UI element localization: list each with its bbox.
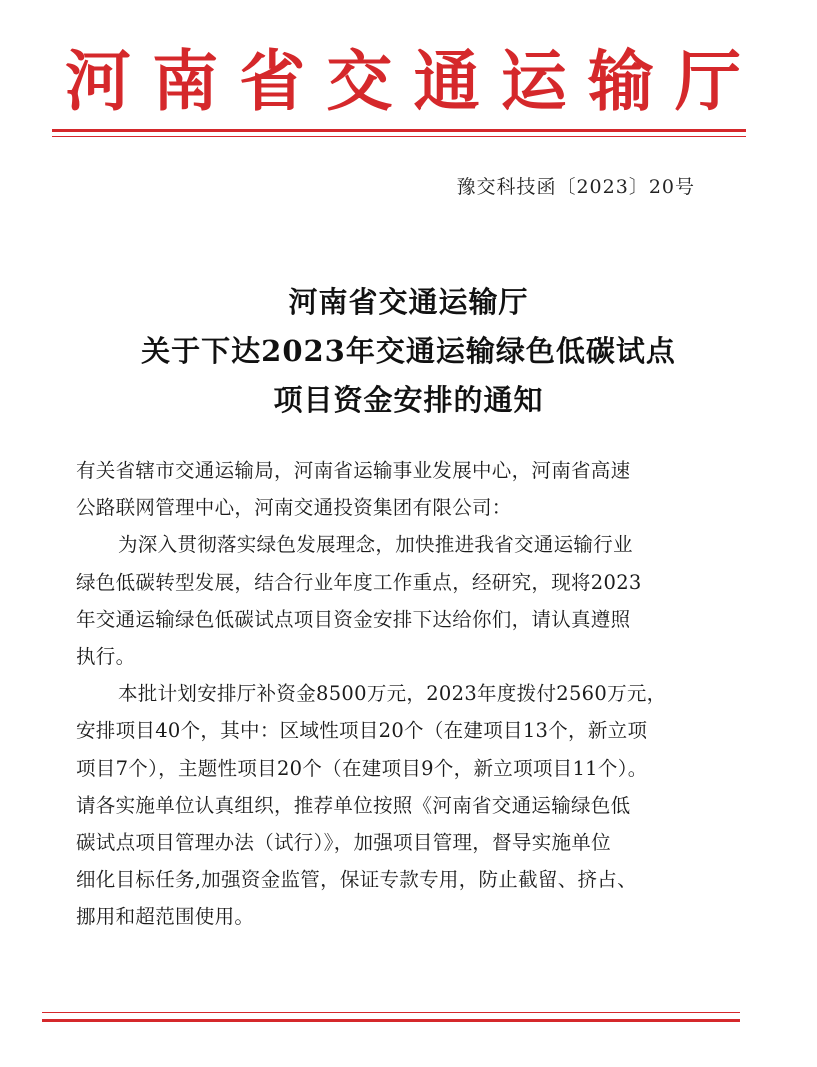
body-line: 为深入贯彻落实绿色发展理念，加快推进我省交通运输行业 <box>118 533 633 557</box>
body-line: 年交通运输绿色低碳试点项目资金安排下达给你们，请认真遵照 <box>76 607 631 631</box>
notice-title <box>60 278 757 425</box>
title-line-1: 河南省交通运输厅 <box>288 285 529 319</box>
masthead-title <box>58 40 748 122</box>
masthead-char: 省 <box>239 42 306 120</box>
addressee-line: 有关省辖市交通运输局，河南省运输事业发展中心，河南省高速 <box>76 459 631 482</box>
body-line: 绿色低碳转型发展，结合行业年度工作重点，经研究，现将2023 <box>76 570 642 594</box>
body-line: 本批计划安排厅补资金8500万元，2023年度拨付2560万元， <box>118 682 667 706</box>
addressee-line: 公路联网管理中心，河南交通投资集团有限公司： <box>76 496 512 520</box>
title-line-2: 关于下达2023年交通运输绿色低碳试点 <box>141 334 676 368</box>
notice-body <box>76 452 748 936</box>
body-line: 项目7个），主题性项目20个（在建项目9个，新立项项目11个）。 <box>76 756 648 780</box>
body-line: 挪用和超范围使用。 <box>76 905 255 929</box>
footer-divider-thin <box>42 1012 740 1013</box>
body-line: 安排项目40个，其中：区域性项目20个（在建项目13个，新立项 <box>76 719 648 743</box>
masthead-char: 交 <box>326 42 393 120</box>
masthead-divider-thin <box>52 136 746 137</box>
title-line-3: 项目资金安排的通知 <box>273 383 544 417</box>
document-number: 豫交科技函〔2023〕20号 <box>456 176 695 198</box>
masthead-char: 运 <box>500 42 567 120</box>
masthead-char: 输 <box>587 42 654 120</box>
footer-divider-thick <box>42 1019 740 1022</box>
body-line: 请各实施单位认真组织，推荐单位按照《河南省交通运输绿色低 <box>76 793 631 817</box>
body-line: 碳试点项目管理办法（试行）》，加强项目管理，督导实施单位 <box>76 831 611 855</box>
masthead-char: 河 <box>65 42 131 120</box>
masthead-char: 厅 <box>674 42 741 120</box>
body-line: 执行。 <box>76 645 136 669</box>
body-line: 细化目标任务,加强资金监管，保证专款专用，防止截留、挤占、 <box>76 868 637 892</box>
masthead-char: 通 <box>413 42 480 120</box>
masthead-divider-thick <box>52 129 746 132</box>
masthead-char: 南 <box>152 42 219 120</box>
